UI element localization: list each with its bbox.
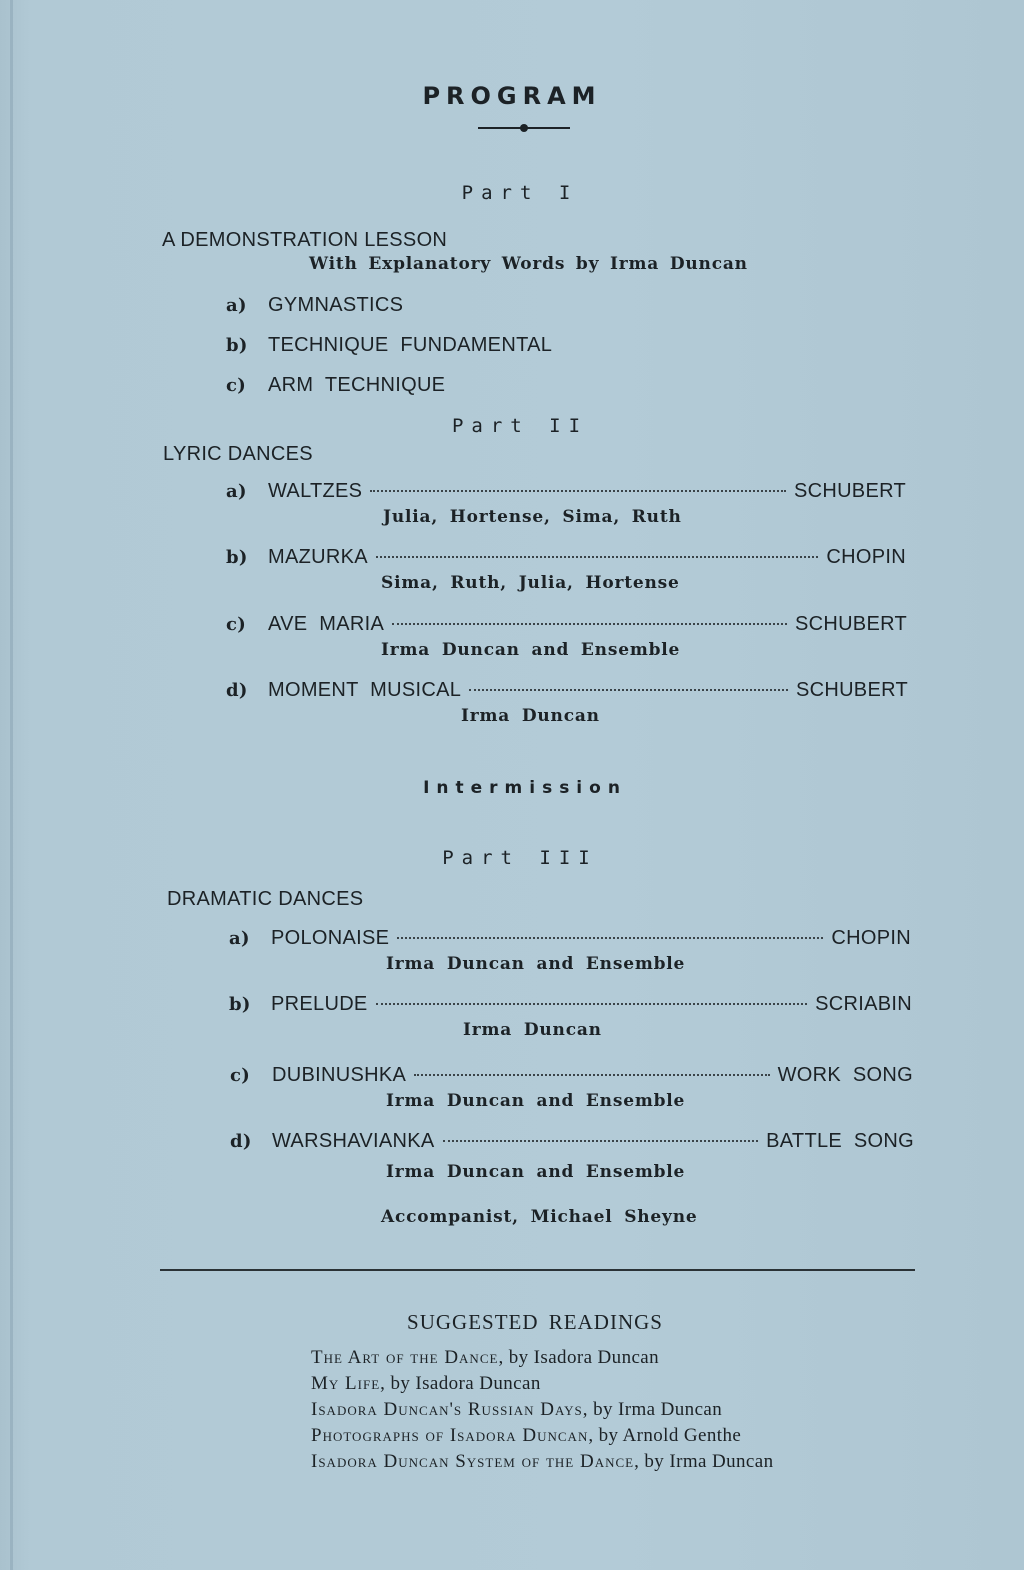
program-item	[230, 1064, 913, 1087]
item-name: TECHNIQUE FUNDAMENTAL	[268, 334, 553, 356]
dot-leader	[443, 1140, 759, 1142]
reading-item	[311, 1373, 541, 1395]
item-letter: c)	[226, 375, 247, 396]
item-performers: Irma Duncan	[463, 1020, 602, 1040]
item-composer: SCHUBERT	[793, 480, 906, 502]
part-3-heading: Part III	[442, 847, 598, 869]
item-performers: Irma Duncan and Ensemble	[386, 1091, 686, 1111]
book-author: , by Isadora Duncan	[498, 1347, 660, 1368]
dot-leader	[376, 1003, 808, 1005]
item-letter: b)	[226, 335, 248, 356]
section-subtitle: With Explanatory Words by Irma Duncan	[309, 254, 748, 274]
dot-leader	[376, 556, 819, 558]
item-performers: Julia, Hortense, Sima, Ruth	[383, 507, 682, 527]
book-author: , by Arnold Genthe	[588, 1425, 742, 1446]
dot-leader	[469, 689, 788, 691]
intermission-heading: Intermission	[423, 778, 627, 798]
item-name: MOMENT MUSICAL	[268, 679, 462, 701]
item-performers: Sima, Ruth, Julia, Hortense	[381, 573, 680, 593]
reading-item	[311, 1399, 722, 1421]
program-item	[226, 679, 908, 702]
program-item	[226, 480, 906, 503]
item-name: DUBINUSHKA	[272, 1064, 407, 1086]
reading-item	[311, 1425, 741, 1447]
dot-leader	[414, 1074, 769, 1076]
item-name: GYMNASTICS	[268, 294, 404, 316]
program-item	[226, 294, 403, 317]
reading-item	[311, 1451, 773, 1473]
item-performers: Irma Duncan and Ensemble	[386, 954, 686, 974]
item-letter: c)	[230, 1065, 251, 1086]
item-name: POLONAISE	[271, 927, 390, 949]
item-composer: CHOPIN	[831, 927, 911, 949]
item-name: MAZURKA	[268, 546, 368, 568]
divider-rule	[160, 1269, 915, 1271]
item-composer: WORK SONG	[777, 1064, 913, 1086]
program-item	[226, 374, 445, 397]
item-letter: b)	[226, 547, 248, 568]
part-1-heading: Part I	[461, 182, 579, 204]
item-name: PRELUDE	[271, 993, 368, 1015]
program-item	[226, 613, 907, 636]
dot-leader	[370, 490, 786, 492]
title-ornament	[478, 124, 570, 132]
item-letter: b)	[229, 994, 251, 1015]
item-name: ARM TECHNIQUE	[268, 374, 446, 396]
program-title: PROGRAM	[422, 82, 602, 110]
item-composer: SCRIABIN	[815, 993, 912, 1015]
suggested-readings-heading: SUGGESTED READINGS	[407, 1310, 663, 1334]
item-composer: CHOPIN	[826, 546, 906, 568]
reading-item	[311, 1347, 659, 1369]
section-lyric-dances: LYRIC DANCES	[163, 443, 313, 465]
item-composer: SCHUBERT	[794, 613, 907, 635]
book-title: The Art of the Dance	[311, 1347, 499, 1368]
item-letter: a)	[226, 481, 247, 502]
item-letter: d)	[226, 680, 248, 701]
book-title: Photographs of Isadora Duncan	[311, 1425, 589, 1446]
item-performers: Irma Duncan and Ensemble	[386, 1162, 686, 1182]
book-title: My Life	[311, 1373, 381, 1394]
book-title: Isadora Duncan System of the Dance	[311, 1451, 635, 1472]
item-letter: a)	[229, 928, 250, 949]
item-letter: c)	[226, 614, 247, 635]
item-letter: a)	[226, 295, 247, 316]
item-name: WARSHAVIANKA	[272, 1130, 435, 1152]
item-performers: Irma Duncan and Ensemble	[381, 640, 681, 660]
item-letter: d)	[230, 1131, 252, 1152]
book-author: , by Isadora Duncan	[380, 1373, 541, 1394]
program-item	[229, 993, 912, 1016]
dot-leader	[392, 623, 787, 625]
item-composer: SCHUBERT	[795, 679, 908, 701]
program-item	[226, 546, 906, 569]
item-performers: Irma Duncan	[461, 706, 600, 726]
book-title: Isadora Duncan's Russian Days	[311, 1399, 583, 1420]
program-item	[226, 334, 552, 357]
item-composer: BATTLE SONG	[766, 1130, 914, 1152]
part-2-heading: Part II	[451, 415, 589, 437]
section-dramatic-dances: DRAMATIC DANCES	[167, 888, 364, 910]
item-name: WALTZES	[268, 480, 363, 502]
section-demonstration-lesson: A DEMONSTRATION LESSON	[162, 229, 448, 251]
book-author: , by Irma Duncan	[634, 1451, 774, 1472]
program-item	[229, 927, 911, 950]
dot-leader	[397, 937, 823, 939]
accompanist-credit: Accompanist, Michael Sheyne	[381, 1207, 698, 1227]
book-author: , by Irma Duncan	[582, 1399, 723, 1420]
program-item	[230, 1130, 914, 1153]
item-name: AVE MARIA	[268, 613, 385, 635]
